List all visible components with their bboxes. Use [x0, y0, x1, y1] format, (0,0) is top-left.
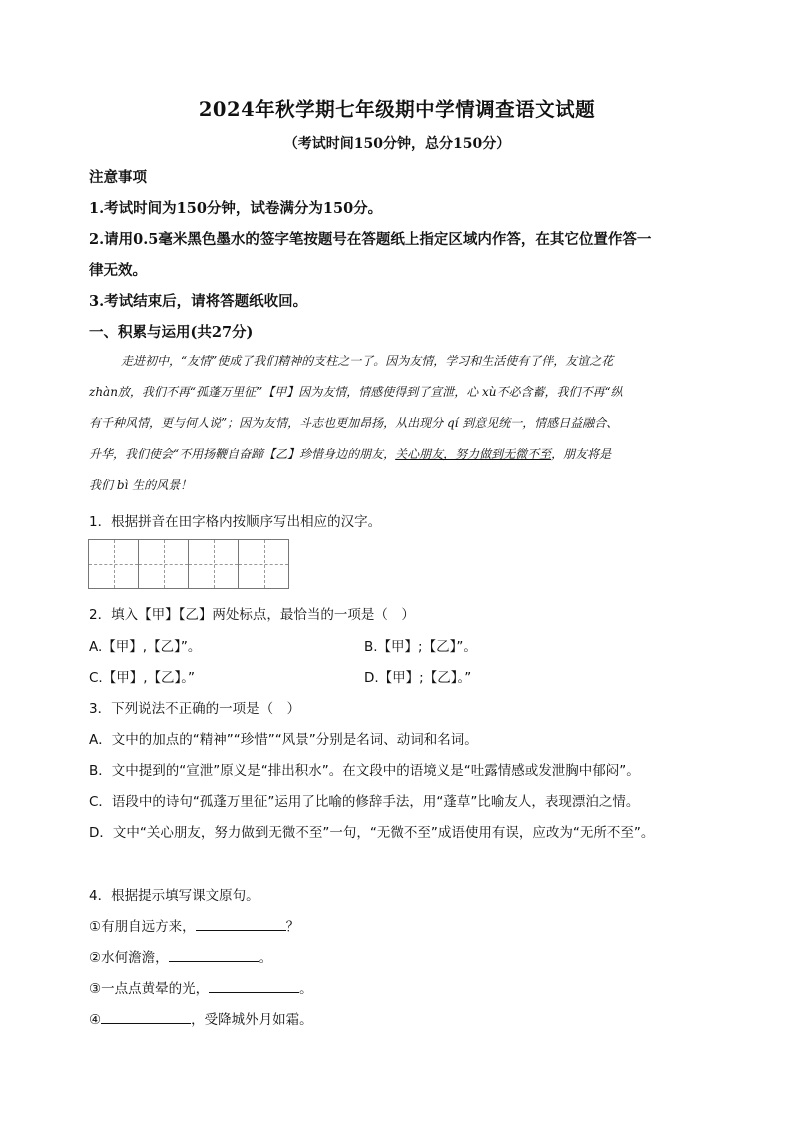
notice-item: 律无效。	[89, 262, 147, 279]
q4-prompt: ③一点点黄晕的光，	[89, 981, 210, 997]
q4-prompt: ①有朋自远方来，	[89, 919, 196, 935]
grid-cell[interactable]	[88, 539, 139, 589]
q3-option-a[interactable]: A．文中的加点的“精神”“珍惜”“风景”分别是名词、动词和名词。	[89, 732, 478, 748]
passage-text: 升华，我们使会“不用扬鞭自奋蹄【乙】珍惜身边的朋友，	[89, 447, 396, 461]
passage-line: 有千种风情，更与何人说”；因为友情，斗志也更加昂扬，从出现分 qí 到意见统一，情感日益融合、	[89, 416, 619, 430]
q4-item-1	[89, 915, 299, 935]
section-heading: 一、积累与运用(共27分)	[89, 324, 254, 341]
question-3: 3．下列说法不正确的一项是（ ）	[89, 701, 301, 717]
answer-blank[interactable]	[169, 949, 259, 962]
passage-line: 走进初中，“友情”使成了我们精神的支柱之一了。因为友情，学习和生活使有了伴，友谊之花	[121, 354, 614, 368]
q4-item-2	[89, 946, 272, 966]
exam-title: 2024年秋学期七年级期中学情调查语文试题	[198, 98, 596, 121]
question-1: 1．根据拼音在田字格内按顺序写出相应的汉字。	[89, 514, 382, 530]
passage-line	[89, 439, 709, 470]
underlined-sentence: 关心朋友，努力做到无微不至	[395, 447, 552, 461]
q2-option-d[interactable]: D.【甲】;【乙】。”	[364, 670, 472, 686]
exam-subtitle: （考试时间150分钟，总分150分）	[283, 136, 511, 152]
answer-blank[interactable]	[209, 980, 299, 993]
q4-prompt: ④	[89, 1012, 102, 1028]
grid-cell[interactable]	[238, 539, 289, 589]
q3-option-c[interactable]: C．语段中的诗句“孤蓬万里征”运用了比喻的修辞手法，用“蓬草”比喻友人，表现漂泊之情。	[89, 794, 640, 810]
question-2: 2．填入【甲】【乙】两处标点，最恰当的一项是（ ）	[89, 607, 415, 623]
q4-item-4	[89, 1008, 313, 1028]
question-4: 4．根据提示填写课文原句。	[89, 888, 260, 904]
passage-line: 我们 bì 生的风景！	[89, 478, 193, 492]
grid-cell[interactable]	[188, 539, 239, 589]
notice-heading: 注意事项	[89, 169, 147, 186]
q4-item-3	[89, 977, 313, 997]
q4-suffix: ，受降城外月如霜。	[191, 1012, 313, 1028]
q2-option-c[interactable]: C.【甲】,【乙】。”	[89, 670, 196, 686]
q2-option-a[interactable]: A.【甲】,【乙】”。	[89, 639, 202, 655]
q4-prompt: ②水何澹澹，	[89, 950, 169, 966]
notice-item: 2.请用0.5毫米黑色墨水的签字笔按题号在答题纸上指定区域内作答，在其它位置作答一	[89, 231, 652, 248]
grid-cell[interactable]	[138, 539, 189, 589]
q2-option-b[interactable]: B.【甲】;【乙】”。	[364, 639, 477, 655]
passage-text: ，朋友将是	[551, 447, 612, 461]
answer-blank[interactable]	[196, 918, 286, 931]
passage-line: zhàn放，我们不再“孤蓬万里征”【甲】因为友情，情感使得到了宣泄，心 xù不必含蓄，我们不再“纵	[89, 385, 623, 399]
notice-item: 3.考试结束后，请将答题纸收回。	[89, 293, 308, 310]
q4-suffix: 。	[299, 981, 313, 997]
answer-blank[interactable]	[101, 1011, 191, 1024]
q3-option-d[interactable]: D．文中“关心朋友，努力做到无微不至”一句，“无微不至”成语使用有误，应改为“无所不至”。	[89, 825, 655, 841]
q4-suffix: 。	[258, 950, 273, 966]
notice-item: 1.考试时间为150分钟，试卷满分为150分。	[89, 200, 383, 217]
tianzige-grid[interactable]	[88, 539, 288, 589]
q3-option-b[interactable]: B．文中提到的“宣泄”原义是“排出积水”。在文段中的语境义是“吐露情感或发泄胸中郁闷”。	[89, 763, 640, 779]
reading-passage	[89, 346, 709, 501]
q4-suffix: ？	[285, 919, 300, 935]
